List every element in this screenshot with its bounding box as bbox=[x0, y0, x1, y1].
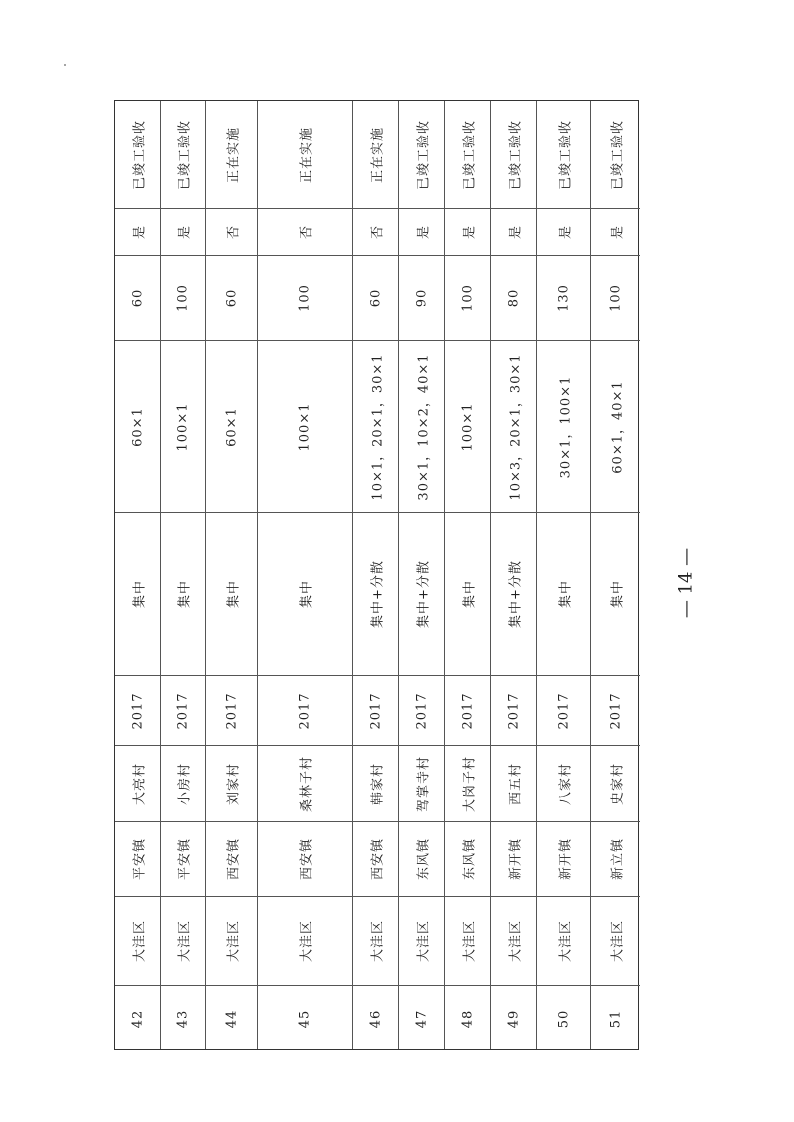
village-cell bbox=[161, 746, 205, 822]
spec-cell bbox=[115, 341, 160, 513]
mode-cell-text: 集中+分散 bbox=[370, 560, 385, 628]
scale-cell bbox=[161, 256, 205, 341]
district-cell bbox=[445, 897, 490, 986]
town-cell-text: 平安镇 bbox=[132, 837, 147, 881]
page-number: — 14 — bbox=[675, 547, 697, 619]
village-cell bbox=[115, 746, 160, 822]
scale-cell bbox=[206, 256, 257, 341]
spec-cell-text: 10×3，20×1，30×1 bbox=[508, 352, 523, 501]
mode-cell-text: 集中 bbox=[177, 579, 193, 609]
completed-cell-text: 否 bbox=[299, 224, 315, 240]
year-cell-text: 2017 bbox=[608, 691, 623, 730]
scale-cell bbox=[353, 256, 398, 341]
table-row bbox=[206, 101, 258, 1049]
district-cell bbox=[491, 897, 536, 986]
spec-cell-text: 100×1 bbox=[175, 402, 191, 451]
mode-cell-text: 集中 bbox=[299, 579, 315, 609]
status-cell bbox=[353, 101, 398, 209]
district-cell bbox=[115, 897, 160, 986]
district-cell-text: 大洼区 bbox=[462, 919, 477, 963]
completed-cell bbox=[591, 209, 640, 256]
scale-cell-text: 100 bbox=[460, 284, 475, 312]
status-cell bbox=[206, 101, 257, 209]
scale-cell bbox=[591, 256, 640, 341]
mode-cell-text: 集中+分散 bbox=[508, 560, 523, 628]
spec-cell-text: 30×1，10×2，40×1 bbox=[416, 352, 431, 501]
town-cell bbox=[537, 822, 590, 897]
row-number-text: 50 bbox=[556, 1009, 571, 1028]
status-cell bbox=[115, 101, 160, 209]
village-cell bbox=[537, 746, 590, 822]
district-cell bbox=[206, 897, 257, 986]
row-number bbox=[206, 986, 257, 1051]
village-cell-text: 桑林子村 bbox=[299, 755, 315, 812]
year-cell bbox=[591, 676, 640, 746]
status-cell-text: 已竣工验收 bbox=[462, 119, 477, 190]
completed-cell bbox=[491, 209, 536, 256]
completed-cell bbox=[206, 209, 257, 256]
village-cell-text: 西五村 bbox=[508, 762, 523, 805]
mode-cell bbox=[258, 513, 352, 676]
year-cell-text: 2017 bbox=[224, 691, 239, 730]
scale-cell bbox=[258, 256, 352, 341]
town-cell bbox=[206, 822, 257, 897]
data-table bbox=[114, 100, 639, 1050]
row-number bbox=[353, 986, 398, 1051]
village-cell bbox=[206, 746, 257, 822]
row-number-text: 49 bbox=[506, 1009, 521, 1028]
year-cell bbox=[353, 676, 398, 746]
row-number-text: 46 bbox=[368, 1009, 383, 1028]
town-cell-text: 新开镇 bbox=[508, 837, 523, 881]
town-cell bbox=[399, 822, 444, 897]
row-number bbox=[491, 986, 536, 1051]
table-row bbox=[399, 101, 445, 1049]
spec-cell bbox=[537, 341, 590, 513]
scale-cell bbox=[445, 256, 490, 341]
scan-speck bbox=[64, 64, 66, 66]
status-cell-text: 已竣工验收 bbox=[558, 119, 573, 190]
status-cell bbox=[445, 101, 490, 209]
completed-cell-text: 是 bbox=[132, 224, 147, 240]
town-cell-text: 西安镇 bbox=[299, 837, 315, 881]
district-cell bbox=[399, 897, 444, 986]
status-cell-text: 正在实施 bbox=[226, 126, 241, 183]
table-row bbox=[491, 101, 537, 1049]
year-cell-text: 2017 bbox=[460, 691, 475, 730]
table-row bbox=[537, 101, 591, 1049]
row-number bbox=[115, 986, 160, 1051]
district-cell-text: 大洼区 bbox=[226, 919, 241, 963]
mode-cell-text: 集中 bbox=[226, 579, 241, 609]
spec-cell bbox=[258, 341, 352, 513]
district-cell bbox=[353, 897, 398, 986]
district-cell-text: 大洼区 bbox=[508, 919, 523, 963]
table-row bbox=[161, 101, 206, 1049]
row-number-text: 47 bbox=[414, 1009, 429, 1028]
completed-cell bbox=[115, 209, 160, 256]
status-cell bbox=[258, 101, 352, 209]
village-cell-text: 八家村 bbox=[558, 762, 573, 805]
completed-cell-text: 否 bbox=[226, 224, 241, 240]
scale-cell-text: 100 bbox=[608, 284, 623, 312]
status-cell bbox=[399, 101, 444, 209]
district-cell-text: 大洼区 bbox=[177, 919, 193, 963]
town-cell-text: 东风镇 bbox=[416, 837, 431, 881]
mode-cell bbox=[353, 513, 398, 676]
table-row bbox=[591, 101, 640, 1049]
village-cell bbox=[353, 746, 398, 822]
completed-cell bbox=[445, 209, 490, 256]
year-cell bbox=[206, 676, 257, 746]
mode-cell bbox=[445, 513, 490, 676]
row-number bbox=[399, 986, 444, 1051]
spec-cell-text: 100×1 bbox=[460, 402, 475, 451]
village-cell-text: 刘家村 bbox=[226, 762, 241, 805]
mode-cell-text: 集中 bbox=[132, 579, 147, 609]
scale-cell bbox=[115, 256, 160, 341]
spec-cell bbox=[161, 341, 205, 513]
town-cell-text: 东风镇 bbox=[462, 837, 477, 881]
status-cell-text: 正在实施 bbox=[370, 126, 385, 183]
row-number bbox=[591, 986, 640, 1051]
mode-cell-text: 集中 bbox=[558, 579, 573, 609]
spec-cell-text: 100×1 bbox=[297, 402, 313, 451]
year-cell bbox=[445, 676, 490, 746]
row-number bbox=[161, 986, 205, 1051]
year-cell bbox=[399, 676, 444, 746]
completed-cell bbox=[258, 209, 352, 256]
spec-cell-text: 60×1 bbox=[130, 406, 145, 447]
status-cell-text: 已竣工验收 bbox=[416, 119, 431, 190]
status-cell bbox=[491, 101, 536, 209]
spec-cell-text: 10×1，20×1，30×1 bbox=[370, 352, 385, 501]
mode-cell-text: 集中 bbox=[610, 579, 625, 609]
district-cell-text: 大洼区 bbox=[370, 919, 385, 963]
completed-cell-text: 是 bbox=[610, 224, 625, 240]
spec-cell-text: 60×1，40×1 bbox=[610, 379, 625, 474]
mode-cell-text: 集中+分散 bbox=[416, 560, 431, 628]
village-cell bbox=[258, 746, 352, 822]
town-cell-text: 新开镇 bbox=[558, 837, 573, 881]
district-cell bbox=[258, 897, 352, 986]
row-number-text: 42 bbox=[130, 1009, 145, 1028]
completed-cell bbox=[161, 209, 205, 256]
mode-cell-text: 集中 bbox=[462, 579, 477, 609]
scale-cell bbox=[537, 256, 590, 341]
spec-cell bbox=[399, 341, 444, 513]
row-number-text: 51 bbox=[608, 1009, 623, 1028]
district-cell bbox=[537, 897, 590, 986]
spec-cell bbox=[353, 341, 398, 513]
completed-cell-text: 是 bbox=[558, 224, 573, 240]
status-cell-text: 已竣工验收 bbox=[508, 119, 523, 190]
village-cell-text: 韩家村 bbox=[370, 762, 385, 805]
year-cell-text: 2017 bbox=[297, 691, 313, 730]
scale-cell-text: 60 bbox=[368, 288, 383, 308]
year-cell-text: 2017 bbox=[414, 691, 429, 730]
town-cell bbox=[491, 822, 536, 897]
town-cell-text: 西安镇 bbox=[226, 837, 241, 881]
table-row bbox=[258, 101, 353, 1049]
district-cell-text: 大洼区 bbox=[610, 919, 625, 963]
completed-cell bbox=[353, 209, 398, 256]
row-number bbox=[445, 986, 490, 1051]
completed-cell-text: 是 bbox=[508, 224, 523, 240]
table-row bbox=[445, 101, 491, 1049]
table-row bbox=[115, 101, 161, 1049]
district-cell bbox=[161, 897, 205, 986]
scale-cell-text: 90 bbox=[414, 288, 429, 308]
status-cell-text: 已竣工验收 bbox=[177, 119, 193, 190]
scale-cell-text: 130 bbox=[556, 284, 571, 312]
year-cell bbox=[491, 676, 536, 746]
village-cell-text: 史家村 bbox=[610, 762, 625, 805]
status-cell-text: 已竣工验收 bbox=[132, 119, 147, 190]
scale-cell-text: 100 bbox=[175, 284, 191, 312]
spec-cell bbox=[206, 341, 257, 513]
village-cell-text: 小房村 bbox=[177, 762, 193, 805]
row-number-text: 44 bbox=[224, 1009, 239, 1028]
year-cell-text: 2017 bbox=[368, 691, 383, 730]
row-number bbox=[537, 986, 590, 1051]
year-cell-text: 2017 bbox=[175, 691, 191, 730]
village-cell bbox=[491, 746, 536, 822]
spec-cell-text: 30×1，100×1 bbox=[558, 375, 573, 478]
spec-cell bbox=[491, 341, 536, 513]
mode-cell bbox=[161, 513, 205, 676]
status-cell-text: 已竣工验收 bbox=[610, 119, 625, 190]
completed-cell-text: 是 bbox=[462, 224, 477, 240]
year-cell bbox=[115, 676, 160, 746]
mode-cell bbox=[399, 513, 444, 676]
table-body bbox=[115, 101, 638, 1049]
table-row bbox=[353, 101, 399, 1049]
spec-cell bbox=[445, 341, 490, 513]
row-number-text: 48 bbox=[460, 1009, 475, 1028]
completed-cell-text: 是 bbox=[416, 224, 431, 240]
row-number-text: 43 bbox=[175, 1009, 191, 1028]
town-cell bbox=[115, 822, 160, 897]
town-cell-text: 新立镇 bbox=[610, 837, 625, 881]
mode-cell bbox=[537, 513, 590, 676]
year-cell bbox=[258, 676, 352, 746]
status-cell bbox=[537, 101, 590, 209]
completed-cell bbox=[399, 209, 444, 256]
year-cell bbox=[161, 676, 205, 746]
village-cell bbox=[591, 746, 640, 822]
completed-cell-text: 是 bbox=[177, 224, 193, 240]
town-cell bbox=[161, 822, 205, 897]
status-cell bbox=[591, 101, 640, 209]
district-cell bbox=[591, 897, 640, 986]
year-cell-text: 2017 bbox=[556, 691, 571, 730]
mode-cell bbox=[591, 513, 640, 676]
scale-cell bbox=[491, 256, 536, 341]
town-cell bbox=[353, 822, 398, 897]
mode-cell bbox=[206, 513, 257, 676]
district-cell-text: 大洼区 bbox=[558, 919, 573, 963]
spec-cell-text: 60×1 bbox=[224, 406, 239, 447]
completed-cell bbox=[537, 209, 590, 256]
year-cell bbox=[537, 676, 590, 746]
completed-cell-text: 否 bbox=[370, 224, 385, 240]
year-cell-text: 2017 bbox=[130, 691, 145, 730]
town-cell bbox=[591, 822, 640, 897]
town-cell-text: 西安镇 bbox=[370, 837, 385, 881]
row-number bbox=[258, 986, 352, 1051]
spec-cell bbox=[591, 341, 640, 513]
scale-cell bbox=[399, 256, 444, 341]
status-cell-text: 正在实施 bbox=[299, 126, 315, 183]
scale-cell-text: 60 bbox=[130, 288, 145, 308]
village-cell bbox=[445, 746, 490, 822]
scale-cell-text: 100 bbox=[297, 284, 313, 312]
district-cell-text: 大洼区 bbox=[132, 919, 147, 963]
village-cell-text: 大亮村 bbox=[132, 762, 147, 805]
town-cell bbox=[445, 822, 490, 897]
village-cell-text: 大岗子村 bbox=[462, 755, 477, 812]
town-cell-text: 平安镇 bbox=[177, 837, 193, 881]
village-cell bbox=[399, 746, 444, 822]
scale-cell-text: 80 bbox=[506, 288, 521, 308]
town-cell bbox=[258, 822, 352, 897]
mode-cell bbox=[115, 513, 160, 676]
district-cell-text: 大洼区 bbox=[299, 919, 315, 963]
status-cell bbox=[161, 101, 205, 209]
scale-cell-text: 60 bbox=[224, 288, 239, 308]
year-cell-text: 2017 bbox=[506, 691, 521, 730]
row-number-text: 45 bbox=[297, 1009, 313, 1028]
mode-cell bbox=[491, 513, 536, 676]
village-cell-text: 驾掌寺村 bbox=[416, 755, 431, 812]
district-cell-text: 大洼区 bbox=[416, 919, 431, 963]
